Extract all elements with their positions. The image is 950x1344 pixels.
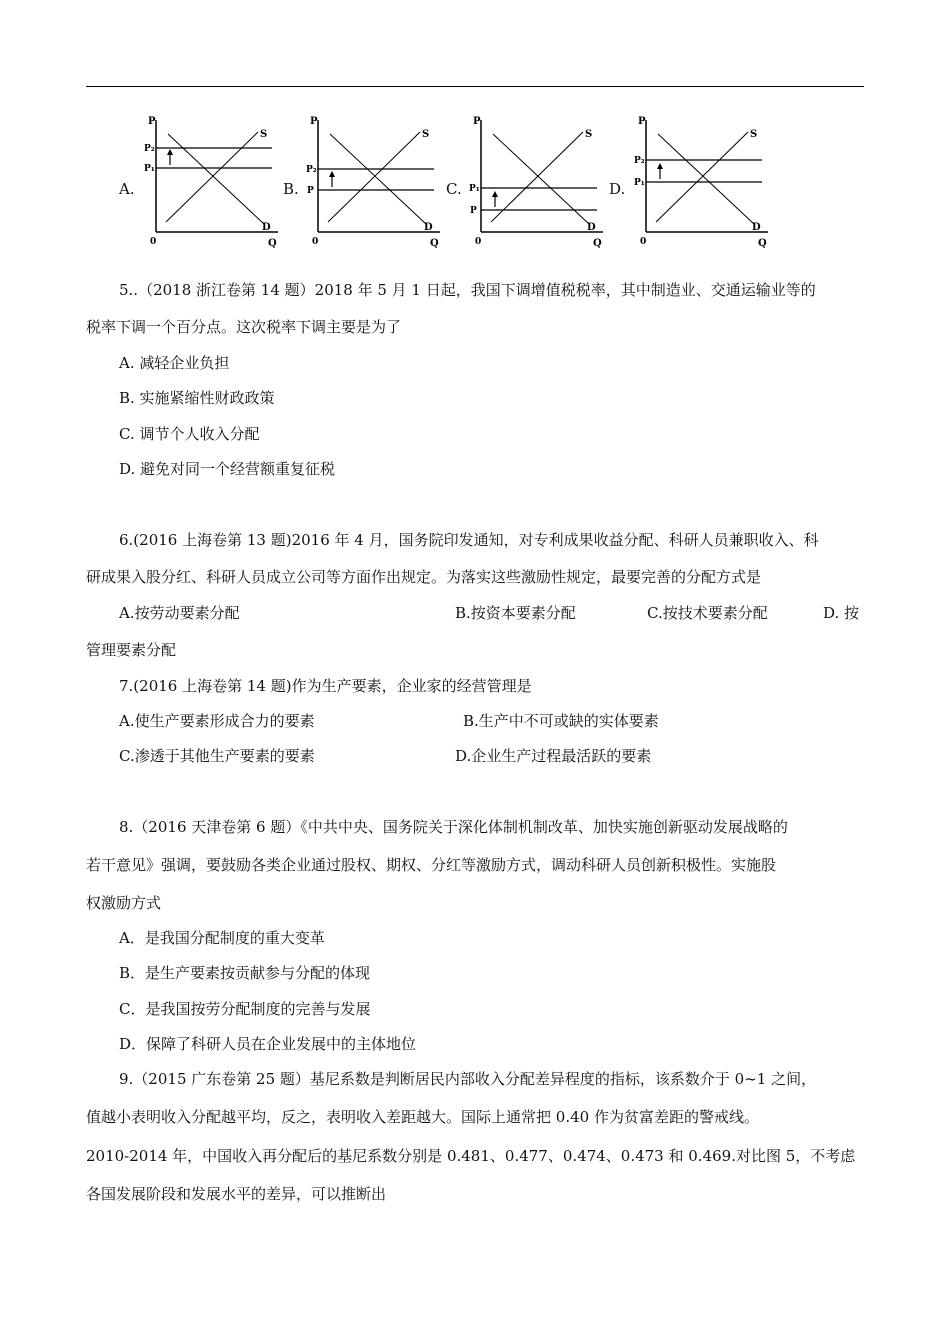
q5-stem-line1: 5..（2018 浙江卷第 14 题）2018 年 5 月 1 日起，我国下调增值税税率，其中制造业、交通运输业等的	[119, 281, 816, 299]
graph-b-lower-label: P	[307, 186, 314, 196]
graph-b-demand-label: D	[424, 222, 433, 233]
q5-option-b: B. 实施紧缩性财政政策	[119, 389, 275, 407]
graph-c-axis-q: Q	[593, 238, 602, 249]
q9-stem-line4: 各国发展阶段和发展水平的差异，可以推断出	[86, 1185, 387, 1203]
graph-c-lower-label: P	[470, 206, 477, 216]
graph-b-axis-p: P	[310, 116, 318, 127]
graph-d-axis-q: Q	[758, 238, 767, 249]
graph-d	[630, 110, 780, 255]
graph-c-upper-label: P₁	[469, 184, 480, 194]
q8-option-b: B．是生产要素按贡献参与分配的体现	[119, 964, 371, 982]
graph-b-origin: 0	[312, 237, 319, 247]
q5-stem-line2: 税率下调一个百分点。这次税率下调主要是为了	[86, 318, 402, 336]
q7-option-d: D.企业生产过程最活跃的要素	[455, 747, 652, 765]
graph-d-supply-label: S	[750, 129, 758, 140]
q5-option-d: D. 避免对同一个经营额重复征税	[119, 460, 336, 478]
q7-option-b: B.生产中不可或缺的实体要素	[463, 712, 659, 730]
graph-c-origin: 0	[475, 237, 482, 247]
q9-stem-line2: 值越小表明收入分配越平均，反之，表明收入差距越大。国际上通常把 0.40 作为贫富差距的警戒线。	[86, 1108, 759, 1126]
graph-d-upper-label: P₂	[634, 156, 645, 166]
graph-b-upper-label: P₂	[306, 165, 317, 175]
q9-stem-line1: 9.（2015 广东卷第 25 题）基尼系数是判断居民内部收入分配差异程度的指标，该系数介于 0~1 之间，	[119, 1070, 817, 1088]
graph-d-axis-p: P	[638, 116, 646, 127]
q6-stem-line1: 6.(2016 上海卷第 13 题)2016 年 4 月，国务院印发通知，对专利成果收益分配、科研人员兼职收入、科	[119, 531, 819, 549]
q8-option-c: C．是我国按劳分配制度的完善与发展	[119, 1000, 371, 1018]
q8-option-d: D．保障了科研人员在企业发展中的主体地位	[119, 1035, 417, 1053]
q6-option-b: B.按资本要素分配	[455, 604, 576, 622]
q8-option-a: A．是我国分配制度的重大变革	[119, 929, 325, 947]
graph-a-letter: A.	[119, 180, 135, 198]
graph-c-letter: C.	[446, 180, 462, 198]
graph-b-supply-label: S	[422, 129, 430, 140]
q9-stem-line3: 2010-2014 年，中国收入再分配后的基尼系数分别是 0.481、0.477、0.474、0.473 和 0.469.对比图 5，不考虑	[86, 1147, 856, 1165]
graph-d-origin: 0	[640, 237, 647, 247]
q7-stem: 7.(2016 上海卷第 14 题)作为生产要素，企业家的经营管理是	[119, 677, 532, 695]
graph-c-supply-label: S	[585, 129, 593, 140]
graph-a-axis-q: Q	[268, 238, 277, 249]
q6-option-a: A.按劳动要素分配	[119, 604, 240, 622]
graph-a-upper-label: P₂	[144, 144, 155, 154]
q8-stem-line3: 权激励方式	[86, 894, 162, 912]
q6-option-d-part1: D. 按	[823, 604, 860, 622]
graph-b	[302, 110, 452, 255]
graph-a	[140, 110, 290, 255]
q8-stem-line2: 若干意见》强调，要鼓励各类企业通过股权、期权、分红等激励方式，调动科研人员创新积极性。实施股	[86, 856, 777, 874]
graph-a-origin: 0	[150, 237, 157, 247]
graph-d-demand-label: D	[752, 222, 761, 233]
graph-a-lower-label: P₁	[144, 164, 155, 174]
graph-a-axis-p: P	[148, 116, 156, 127]
q7-option-a: A.使生产要素形成合力的要素	[119, 712, 315, 730]
graph-d-lower-label: P₁	[634, 178, 645, 188]
graph-a-demand-label: D	[262, 222, 271, 233]
header-rule	[86, 86, 864, 87]
q6-stem-line2: 研成果入股分红、科研人员成立公司等方面作出规定。为落实这些激励性规定，最要完善的分配方式是	[86, 568, 762, 586]
q5-option-a: A. 减轻企业负担	[119, 354, 230, 372]
q8-stem-line1: 8.（2016 天津卷第 6 题）《中共中央、国务院关于深化体制机制改革、加快实施创新驱动发展战略的	[119, 818, 788, 836]
graph-a-supply-label: S	[260, 129, 268, 140]
graph-c-axis-p: P	[473, 116, 481, 127]
graph-d-letter: D.	[609, 180, 626, 198]
q5-option-c: C. 调节个人收入分配	[119, 425, 260, 443]
graph-b-axis-q: Q	[430, 238, 439, 249]
q6-option-c: C.按技术要素分配	[647, 604, 768, 622]
q6-option-d-part2: 管理要素分配	[86, 641, 177, 659]
graph-b-letter: B.	[283, 180, 299, 198]
q7-option-c: C.渗透于其他生产要素的要素	[119, 747, 315, 765]
graph-c	[465, 110, 615, 255]
graph-c-demand-label: D	[587, 222, 596, 233]
